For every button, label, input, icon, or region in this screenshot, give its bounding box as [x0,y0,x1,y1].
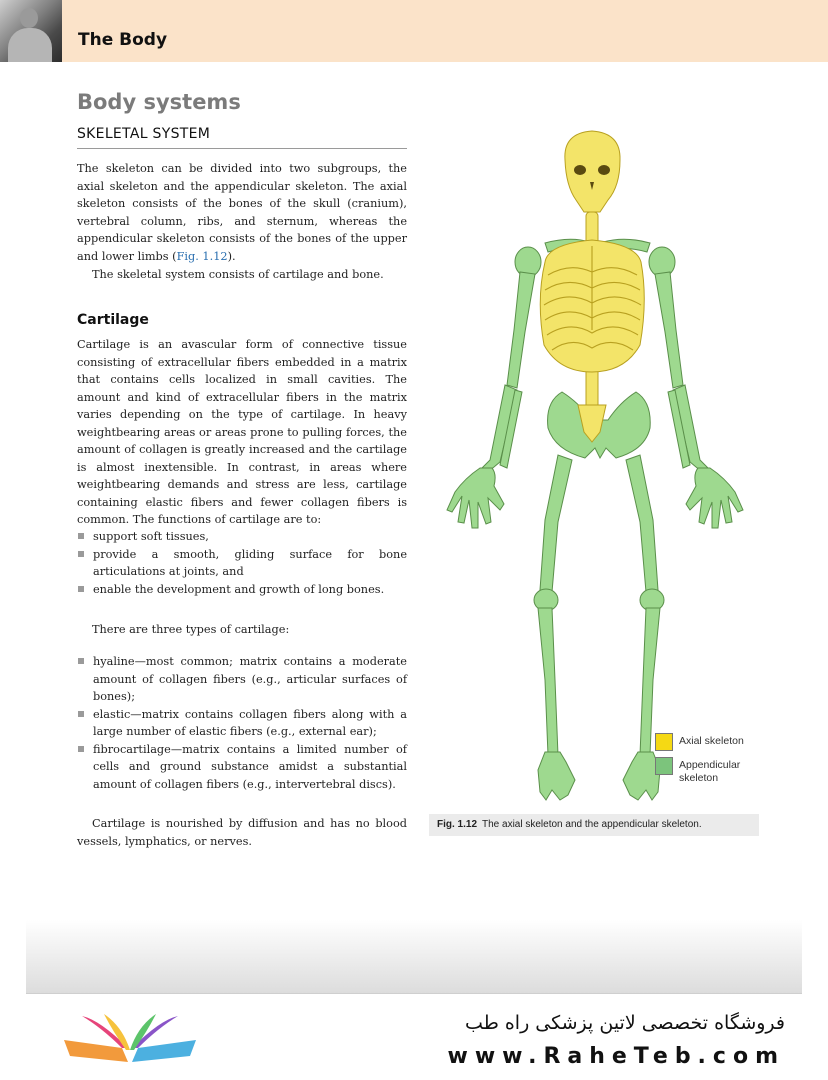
intro-text: The skeleton can be divided into two subgroups, the axial skeleton and the appendicular skeleton. The axial skeleton consists of the bones of the skull (cranium), vertebral column, ribs, and sternum, whereas the appendicular skeleton consists of the bones of the upper and lower limbs ( [77,162,407,263]
subsection-title: SKELETAL SYSTEM [77,126,211,142]
list-item: enable the development and growth of long bones. [77,581,407,599]
cartilage-paragraph: Cartilage is an avascular form of connective tissue consisting of extracellular fibers embedded in a matrix that contains cells localized in small cavities. The amount and kind of extracellular fibers in the matrix varies depending on the type of cartilage. In heavy weightbearing areas or areas prone to pulling forces, the amount of collagen is greatly increased and the cartilage is almost inextensible. In contrast, in areas where weightbearing demands and stress are less, cartilage containing elastic fibers and fewer collagen fibers is common. The functions of cartilage are to: [77,338,407,526]
legend-swatch-appendicular [655,757,673,775]
store-url[interactable]: www.RaheTeb.com [447,1044,785,1069]
caption-label: Fig. 1.12 [437,819,478,830]
figure-link[interactable]: Fig. 1.12 [176,249,228,263]
list-item: hyaline—most common; matrix contains a moderate amount of collagen fibers (e.g., articular surfaces of bones); [77,653,407,706]
chapter-title: The Body [78,30,168,50]
cartilage-heading: Cartilage [77,312,149,328]
intro-text-end: ). [227,249,236,263]
legend-swatch-axial [655,733,673,751]
list-item: support soft tissues, [77,528,407,546]
list-item: fibrocartilage—matrix contains a limited number of cells and ground substance amidst a substantial amount of collagen fibers (e.g., intervertebral discs). [77,741,407,794]
footer-shade [26,920,802,994]
footer-divider [26,993,802,994]
legend-label: Axial skeleton [679,735,744,747]
book-logo-icon [60,1010,200,1072]
types-intro-text: There are three types of cartilage: [92,623,290,636]
closing-text: Cartilage is nourished by diffusion and has no blood vessels, lymphatics, or nerves. [77,817,407,848]
list-item: elastic—matrix contains collagen fibers along with a large number of elastic fibers (e.g., external ear); [77,706,407,741]
legend-label: Appendicular skeleton [679,759,741,784]
intro-text-2: The skeletal system consists of cartilage and bone. [92,268,384,281]
list-item: provide a smooth, gliding surface for bone articulations at joints, and [77,546,407,581]
section-title: Body systems [77,90,241,114]
caption-text: The axial skeleton and the appendicular skeleton. [482,819,702,830]
figure-caption [429,814,759,836]
store-name: فروشگاه تخصصی لاتین پزشکی راه طب [465,1012,785,1034]
